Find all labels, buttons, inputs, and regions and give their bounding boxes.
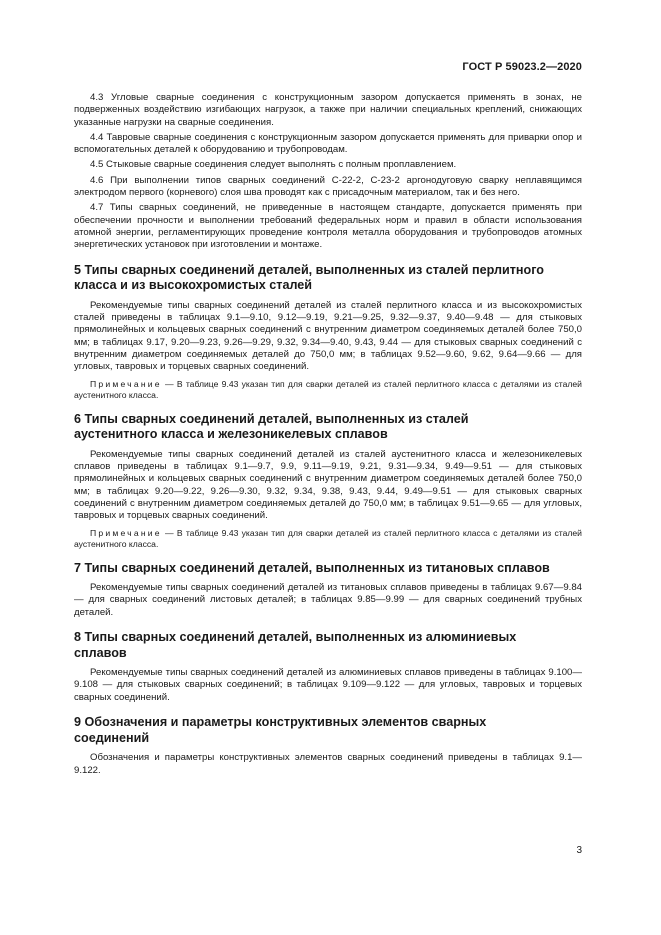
section-8-text: Рекомендуемые типы сварных соединений деталей из алюминиевых сплавов приведены в таблицах 9.100—9.108 — для стыковых сварных соединений; в таблицах 9.109—9.122 — для угловых, тавровых и торцевых сварных соединений.	[74, 667, 582, 703]
note-text: — В таблице 9.43 указан тип для сварки деталей из сталей перлитного класса с деталями из сталей аустенитного класса.	[74, 527, 582, 549]
section-8-heading	[74, 630, 582, 661]
section-5-heading	[74, 263, 582, 294]
section-7-heading	[74, 561, 582, 577]
section-5-heading-line2: класса и из высокохромистых сталей	[74, 278, 313, 293]
section-8-heading-line1: 8 Типы сварных соединений деталей, выполненных из алюминиевых	[74, 629, 517, 644]
section-9-text: Обозначения и параметры конструктивных элементов сварных соединений приведены в таблицах 9.1—9.122.	[74, 752, 582, 776]
section-6-note	[74, 528, 582, 550]
section-8-heading-line2: сплавов	[74, 645, 127, 660]
section-9-heading-line2: соединений	[74, 730, 150, 745]
section-6-heading-line2: аустенитного класса и железоникелевых сплавов	[74, 427, 388, 442]
section-9-heading	[74, 715, 582, 746]
item-4-5: 4.5 Стыковые сварные соединения следует выполнять с полным проплавлением.	[90, 159, 457, 171]
page-content	[74, 92, 582, 780]
section-4-items	[74, 92, 582, 252]
section-5-note	[74, 379, 582, 401]
note-label: Примечание	[90, 527, 162, 538]
section-5-heading-line1: 5 Типы сварных соединений деталей, выполненных из сталей перлитного	[74, 262, 544, 277]
section-7-text: Рекомендуемые типы сварных соединений деталей из титановых сплавов приведены в таблицах 9.67—9.84 — для сварных соединений листовых деталей; в таблицах 9.85—9.99 — для сварных соединений трубных деталей.	[74, 582, 582, 618]
section-6-heading-line1: 6 Типы сварных соединений деталей, выполненных из сталей	[74, 411, 469, 426]
section-6-text: Рекомендуемые типы сварных соединений деталей из сталей аустенитного класса и железоникелевых сплавов приведены в таблицах 9.1—9.7, 9.9, 9.11—9.19, 9.21, 9.31—9.34, 9.49—9.51 — для стыковых прямолинейных и кольцевых сварных соединений с внутренним диаметром соединяемых деталей более 750,0 мм; в таблицах 9.20—9.22, 9.26—9.30, 9.32, 9.34, 9.38, 9.43, 9.44, 9.49—9.51 — для стыковых сварных соединений с внутренним диаметром соединяемых деталей до 750,0 мм; в таблицах 9.51—9.65 — для угловых, тавровых и торцевых сварных соединений.	[74, 448, 582, 522]
note-label: Примечание	[90, 378, 162, 389]
page-number: 3	[576, 845, 582, 856]
item-4-4: 4.4 Тавровые сварные соединения с конструкционным зазором допускается применять для приварки опор и вспомогательных деталей к оборудованию и трубопроводам.	[74, 131, 582, 156]
item-4-3: 4.3 Угловые сварные соединения с конструкционным зазором допускается применять в зонах, не подверженных воздействию изгибающих нагрузок, а также при наличии специальных креплений, снижающих указанные нагрузки на сварные соединения.	[74, 92, 582, 128]
section-7-heading-line1: 7 Типы сварных соединений деталей, выполненных из титановых сплавов	[74, 560, 550, 575]
item-4-7: 4.7 Типы сварных соединений, не приведенные в настоящем стандарте, допускается применять при обеспечении прочности и выполнении требований федеральных норм и правил в области использования атомной энергии, регламентирующих проведение контроля металла оборудования и трубопроводов атомных энергетических установок при изготовлении и монтаже.	[74, 202, 582, 251]
section-5-text: Рекомендуемые типы сварных соединений деталей из сталей перлитного класса и из высокохромистых сталей приведены в таблицах 9.1—9.10, 9.12—9.19, 9.21—9.25, 9.32—9.37, 9.40—9.48 — для стыковых прямолинейных и кольцевых сварных соединений с внутренним диаметром соединяемых деталей более 750,0 мм; в таблицах 9.17, 9.20—9.23, 9.26—9.29, 9.32, 9.34—9.40, 9.43, 9.44 — для стыковых сварных соединений с внутренним диаметром соединяемых деталей до 750,0 мм; в таблицах 9.52—9.60, 9.62, 9.64—9.66 — для угловых, тавровых и торцевых сварных соединений.	[74, 299, 582, 373]
section-6-heading	[74, 412, 582, 443]
item-4-6: 4.6 При выполнении типов сварных соединений С-22-2, С-23-2 аргонодуговую сварку неплавящимся электродом первого (корневого) слоя шва проводят как с присадочным материалом, так и без него.	[74, 174, 582, 199]
section-9-heading-line1: 9 Обозначения и параметры конструктивных элементов сварных	[74, 715, 487, 730]
note-text: — В таблице 9.43 указан тип для сварки деталей из сталей перлитного класса с деталями из сталей аустенитного класса.	[74, 378, 582, 400]
document-standard-header: ГОСТ Р 59023.2—2020	[462, 61, 582, 73]
